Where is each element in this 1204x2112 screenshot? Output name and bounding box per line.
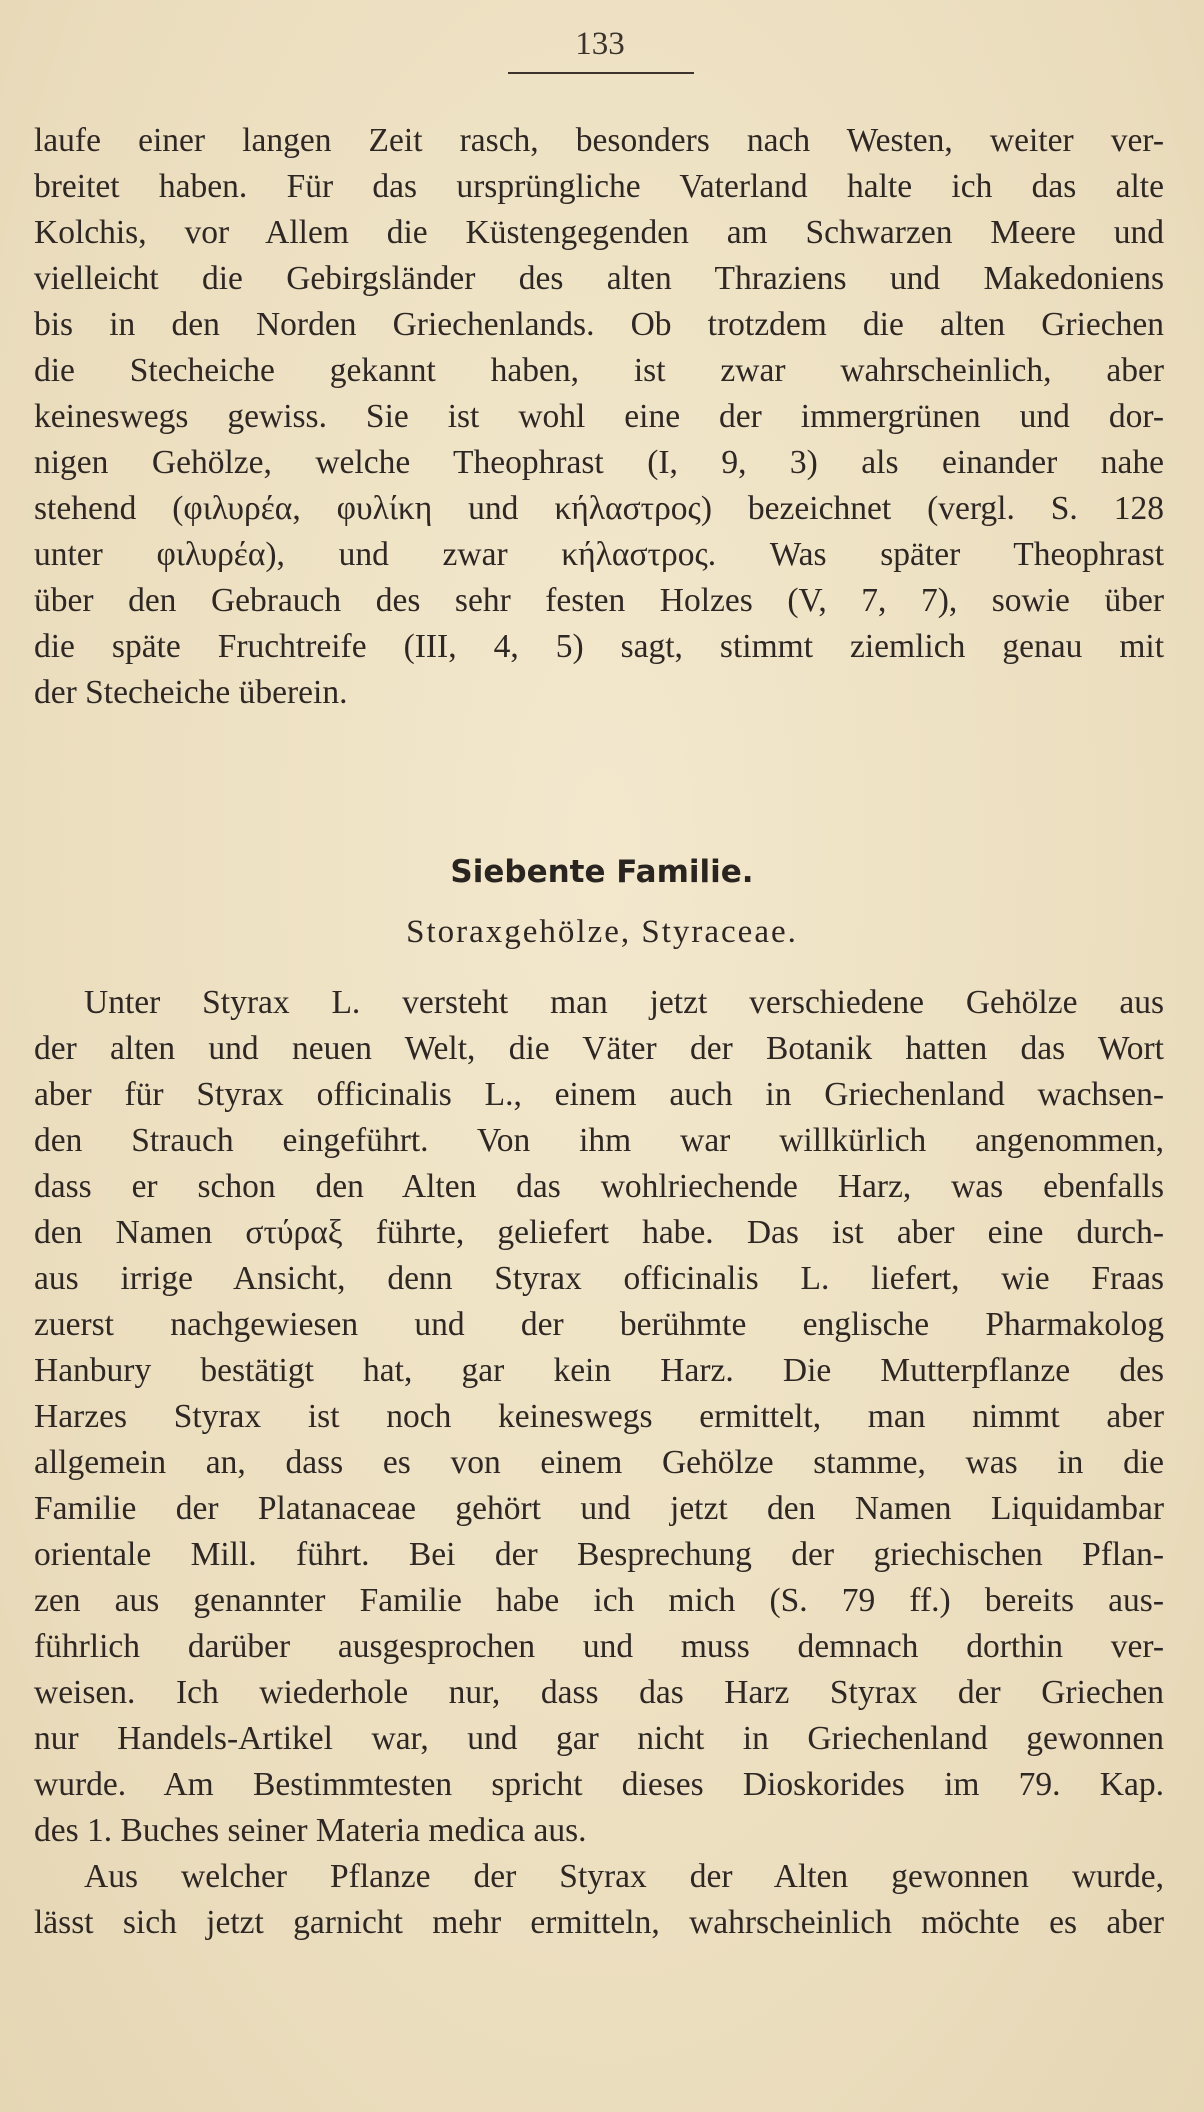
text-line: die Stecheiche gekannt haben, ist zwar wahrscheinlich, aber — [34, 352, 1164, 389]
text-line: Harzes Styrax ist noch keineswegs ermittelt, man nimmt aber — [34, 1398, 1164, 1435]
text-line: Familie der Platanaceae gehört und jetzt den Namen Liquidambar — [34, 1490, 1164, 1527]
section-body — [34, 980, 1164, 1946]
text-line: nigen Gehölze, welche Theophrast (I, 9, 3) als einander nahe — [34, 444, 1164, 481]
text-line: über den Gebrauch des sehr festen Holzes (V, 7, 7), sowie über — [34, 582, 1164, 619]
text-line: den Strauch eingeführt. Von ihm war willkürlich angenommen, — [34, 1122, 1164, 1159]
text-line: keineswegs gewiss. Sie ist wohl eine der immergrünen und dor- — [34, 398, 1164, 435]
text-line: Kolchis, vor Allem die Küstengegenden am Schwarzen Meere und — [34, 214, 1164, 251]
text-line: orientale Mill. führt. Bei der Besprechung der griechischen Pflan- — [34, 1536, 1164, 1573]
header-rule — [508, 72, 694, 74]
text-line: aber für Styrax officinalis L., einem auch in Griechenland wachsen- — [34, 1076, 1164, 1113]
text-line: vielleicht die Gebirgsländer des alten Thraziens und Makedoniens — [34, 260, 1164, 297]
text-line: stehend (φιλυρέα, φυλίκη und κήλαστρος) bezeichnet (vergl. S. 128 — [34, 490, 1164, 527]
text-line: laufe einer langen Zeit rasch, besonders nach Westen, weiter ver- — [34, 122, 1164, 159]
text-line: allgemein an, dass es von einem Gehölze stamme, was in die — [34, 1444, 1164, 1481]
text-line: nur Handels-Artikel war, und gar nicht in Griechenland gewonnen — [34, 1720, 1164, 1757]
text-line: wurde. Am Bestimmtesten spricht dieses Dioskorides im 79. Kap. — [34, 1766, 1164, 1803]
text-line: der Stecheiche überein. — [34, 674, 348, 711]
text-line: Hanbury bestätigt hat, gar kein Harz. Die Mutterpflanze des — [34, 1352, 1164, 1389]
text-line: zen aus genannter Familie habe ich mich (S. 79 ff.) bereits aus- — [34, 1582, 1164, 1619]
text-line: weisen. Ich wiederhole nur, dass das Harz Styrax der Griechen — [34, 1674, 1164, 1711]
text-line: lässt sich jetzt garnicht mehr ermitteln, wahrscheinlich möchte es aber — [34, 1904, 1164, 1941]
text-line: den Namen στύραξ führte, geliefert habe. Das ist aber eine durch- — [34, 1214, 1164, 1251]
text-line: dass er schon den Alten das wohlriechende Harz, was ebenfalls — [34, 1168, 1164, 1205]
text-line: führlich darüber ausgesprochen und muss demnach dorthin ver- — [34, 1628, 1164, 1665]
text-line: die späte Fruchtreife (III, 4, 5) sagt, stimmt ziemlich genau mit — [34, 628, 1164, 665]
section-heading: Siebente Familie. — [450, 854, 754, 890]
text-line: zuerst nachgewiesen und der berühmte englische Pharmakolog — [34, 1306, 1164, 1343]
text-line: Aus welcher Pflanze der Styrax der Alten gewonnen wurde, — [84, 1858, 1164, 1895]
text-line: der alten und neuen Welt, die Väter der Botanik hatten das Wort — [34, 1030, 1164, 1067]
text-line: des 1. Buches seiner Materia medica aus. — [34, 1812, 587, 1849]
text-line: bis in den Norden Griechenlands. Ob trotzdem die alten Griechen — [34, 306, 1164, 343]
text-line: unter φιλυρέα), und zwar κήλαστρος. Was später Theophrast — [34, 536, 1164, 573]
text-line: aus irrige Ansicht, denn Styrax officinalis L. liefert, wie Fraas — [34, 1260, 1164, 1297]
paragraph-continuation — [34, 118, 1164, 716]
text-line: breitet haben. Für das ursprüngliche Vaterland halte ich das alte — [34, 168, 1164, 205]
text-line: Unter Styrax L. versteht man jetzt verschiedene Gehölze aus — [84, 984, 1164, 1021]
page-number: 133 — [575, 26, 625, 62]
section-subheading: Storaxgehölze, Styraceae. — [406, 914, 798, 950]
